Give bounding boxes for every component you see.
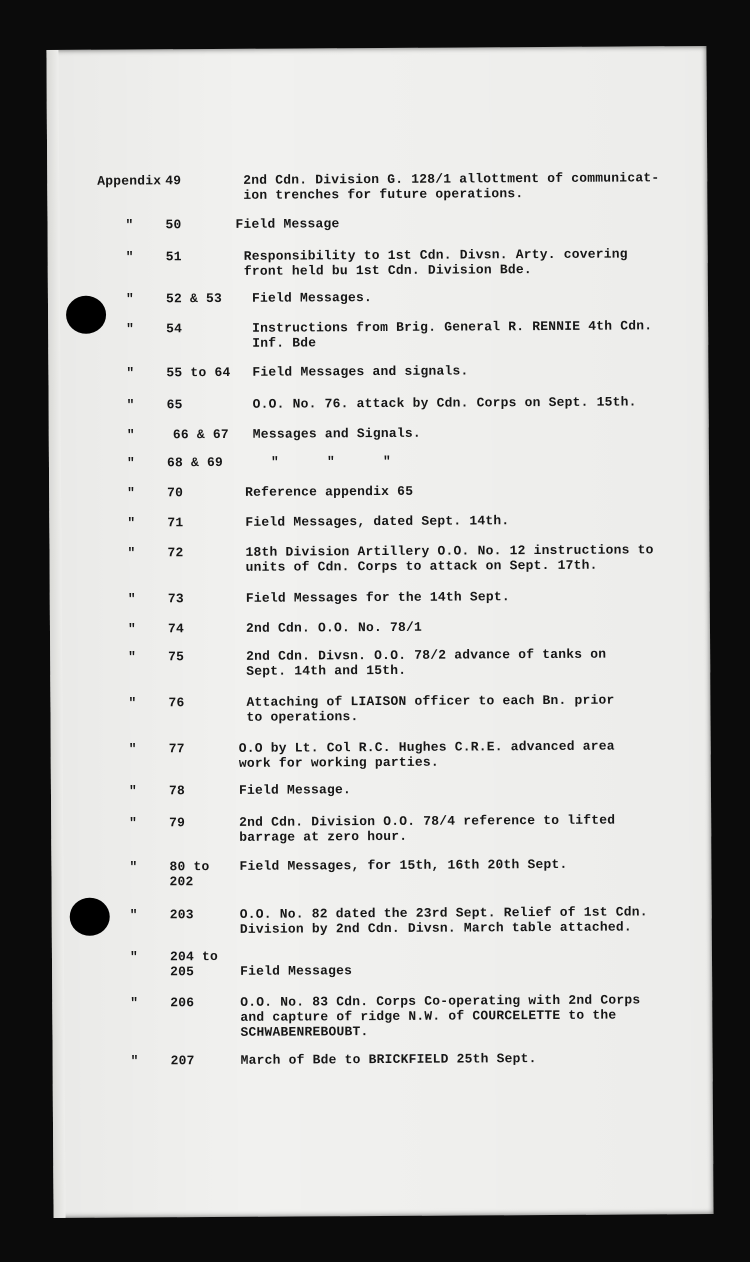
ditto-mark: " [125, 217, 134, 233]
appendix-entry [53, 1050, 713, 1069]
appendix-description: 2nd Cdn. Division G. 128/1 allottment of communicat- ion trenches for future operations. [243, 170, 660, 203]
appendix-description: Messages and Signals. [252, 425, 421, 442]
ditto-mark: " [130, 1053, 139, 1069]
appendix-description: 2nd Cdn. O.O. No. 78/1 [245, 619, 423, 636]
appendix-description: Instructions from Brig. General R. RENNIE 4th Cdn. Inf. Bde [252, 318, 653, 351]
appendix-description: Field Messages for the 14th Sept. [245, 589, 510, 606]
ditto-mark: " [129, 907, 138, 923]
appendix-number: 206 [170, 995, 195, 1011]
ditto-mark: " [128, 783, 138, 799]
appendix-number: 71 [167, 515, 184, 531]
ditto-mark: " [127, 621, 137, 637]
appendix-number: 50 [165, 217, 182, 233]
appendix-entry [48, 318, 708, 351]
ditto-mark: " [129, 859, 138, 875]
appendix-number: 76 [168, 695, 185, 711]
appendix-description: Field Messages. [251, 290, 373, 306]
appendix-number: 204 to 205 [169, 948, 219, 980]
appendix-entry [51, 812, 711, 845]
appendix-number: 79 [169, 815, 186, 831]
ditto-mark: " [127, 545, 136, 561]
appendix-number: 72 [167, 545, 184, 561]
appendix-number: 203 [169, 907, 194, 923]
appendix-entry [50, 588, 710, 607]
appendix-number: 75 [168, 649, 185, 665]
appendix-description: Field Message. [238, 782, 352, 798]
appendix-number: 70 [167, 485, 184, 501]
appendix-entry [51, 738, 711, 771]
ditto-mark: " [128, 695, 137, 711]
appendix-description: O.O. No. 82 dated the 23rd Sept. Relief of 1st Cdn. Division by 2nd Cdn. Divsn. March table attached. [239, 904, 648, 937]
appendix-number: 74 [167, 621, 185, 637]
appendix-entry [50, 618, 710, 637]
appendix-entry [52, 992, 712, 1040]
ditto-mark: " [126, 365, 135, 381]
appendix-label: Appendix [97, 173, 162, 189]
appendix-number: 68 & 69 [166, 454, 224, 471]
appendix-number: 207 [170, 1053, 195, 1069]
appendix-description: Responsibility to 1st Cdn. Divsn. Arty. covering front held bu 1st Cdn. Division Bde. [243, 246, 628, 279]
ditto-mark: " [126, 455, 136, 471]
appendix-description: O.O by Lt. Col R.C. Hughes C.R.E. advanced area work for working parties. [238, 738, 615, 771]
document-page [46, 46, 713, 1218]
appendix-entry [50, 646, 710, 679]
appendix-description: Attaching of LIAISON officer to each Bn. prior to operations. [246, 692, 615, 725]
ditto-mark: " [127, 515, 136, 531]
appendix-list [46, 46, 713, 1218]
appendix-description: Field Messages [239, 948, 353, 979]
appendix-entry [48, 288, 708, 307]
appendix-number: 49 [165, 173, 182, 189]
appendix-number: 66 & 67 [172, 426, 229, 443]
appendix-description: 18th Division Artillery O.O. No. 12 instructions to units of Cdn. Corps to attack on Sept. 17th. [245, 542, 654, 575]
ditto-mark: " [127, 591, 136, 607]
appendix-description: Field Messages, dated Sept. 14th. [245, 513, 510, 530]
appendix-entry [52, 946, 712, 980]
appendix-entry [52, 904, 712, 937]
ditto-mark: " [127, 485, 136, 501]
appendix-entry [47, 214, 707, 233]
appendix-description: Reference appendix 65 [245, 483, 414, 500]
appendix-entry [49, 424, 709, 443]
ditto-mark: " [129, 815, 138, 831]
appendix-description: 2nd Cdn. Divsn. O.O. 78/2 advance of tanks on Sept. 14th and 15th. [246, 646, 607, 679]
ditto-mark: " [125, 291, 135, 307]
appendix-number: 54 [166, 321, 183, 337]
appendix-entry [49, 482, 709, 501]
appendix-number: 55 to 64 [166, 364, 231, 381]
ditto-mark: " [128, 741, 137, 757]
appendix-entry [49, 452, 709, 471]
ditto-mark: " [130, 995, 139, 1011]
ditto-mark: " [126, 427, 135, 443]
appendix-description: March of Bde to BRICKFIELD 25th Sept. [240, 1051, 537, 1068]
appendix-entry [48, 362, 708, 381]
ditto-mark: " [125, 249, 134, 265]
appendix-entry [49, 394, 709, 413]
appendix-description: O.O. No. 76. attack by Cdn. Corps on Sept. 15th. [252, 394, 637, 412]
appendix-entry [49, 542, 709, 575]
appendix-number: 65 [166, 397, 183, 413]
ditto-mark: " [129, 949, 139, 965]
appendix-number: 52 & 53 [165, 290, 223, 307]
appendix-number: 77 [168, 741, 185, 757]
appendix-description: 2nd Cdn. Division O.O. 78/4 reference to lifted barrage at zero hour. [239, 812, 616, 845]
appendix-entry [51, 780, 711, 799]
appendix-entry [50, 692, 710, 725]
appendix-number: 80 to 202 [169, 859, 210, 890]
appendix-entry [51, 856, 711, 890]
appendix-number: 73 [167, 591, 184, 607]
ditto-mark: " [126, 321, 135, 337]
ditto-mark: " [128, 649, 137, 665]
appendix-description: " " " [270, 453, 392, 470]
appendix-description: Field Message [235, 216, 340, 232]
appendix-entry [48, 246, 708, 279]
ditto-mark: " [126, 397, 135, 413]
appendix-entry [49, 512, 709, 531]
appendix-entry [47, 170, 707, 203]
appendix-number: 51 [165, 249, 182, 265]
appendix-description: O.O. No. 83 Cdn. Corps Co-operating with 2nd Corps and capture of ridge N.W. of COURCELETTE to the SCHWABENREBOUBT. [240, 992, 641, 1040]
appendix-number: 78 [168, 783, 186, 799]
appendix-description: Field Messages, for 15th, 16th 20th Sept. [239, 856, 568, 874]
appendix-description: Field Messages and signals. [252, 363, 469, 380]
